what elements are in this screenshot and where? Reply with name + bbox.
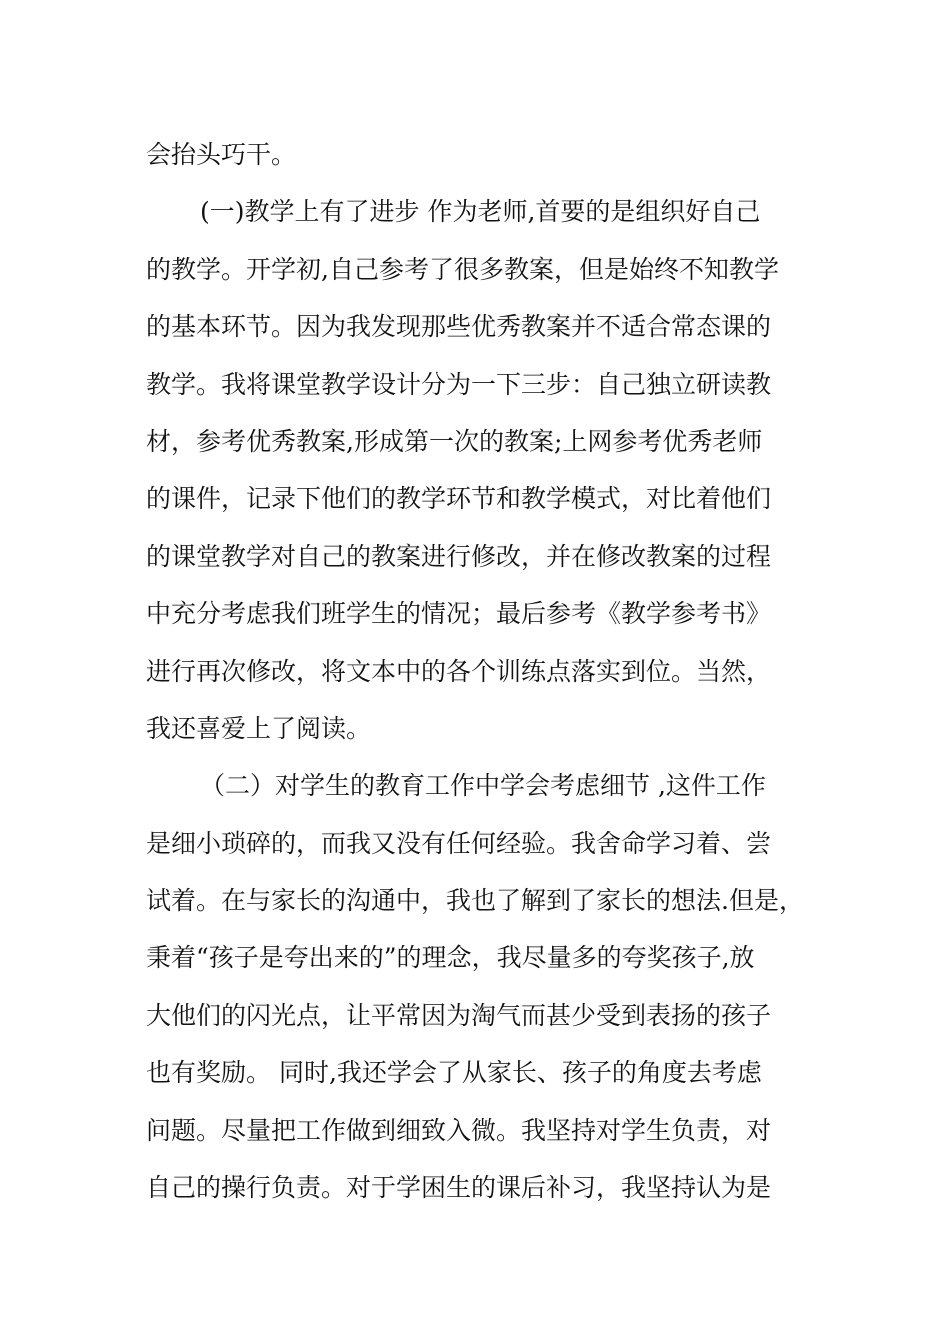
- text-line: 大他们的闪光点，让平常因为淘气而甚少受到表扬的孩子: [146, 1000, 772, 1030]
- text-line: 材，参考优秀教案,形成第一次的教案;上网参考优秀老师: [146, 426, 763, 456]
- text-line: 的课件，记录下他们的教学环节和教学模式，对比着他们: [146, 484, 772, 514]
- text-line: 问题。尽量把工作做到细致入微。我坚持对学生负责，对: [146, 1115, 772, 1145]
- body-text: [146, 126, 811, 1216]
- text-line: 会抬头巧干。: [146, 140, 297, 169]
- text-line: 秉着“孩子是夸出来的”的理念，我尽量多的夸奖孩子,放: [146, 943, 755, 973]
- text-line: 的教学。开学初,自己参考了很多教案，但是始终不知教学: [146, 254, 779, 284]
- text-line: 中充分考虑我们班学生的情况；最后参考《教学参考书》: [146, 599, 772, 629]
- text-line: 我还喜爱上了阅读。: [146, 713, 372, 743]
- paragraph-heading-1: (一)教学上有了进步 作为老师,首要的是组织好自己: [200, 197, 761, 227]
- text-line: 教学。我将课堂教学设计分为一下三步：自己独立研读教: [146, 369, 772, 399]
- text-line: 是细小琐碎的，而我又没有任何经验。我舍命学习着、尝: [146, 828, 772, 858]
- text-line: 也有奖励。 同时,我还学会了从家长、孩子的角度去考虑: [146, 1058, 762, 1088]
- text-line: 试着。在与家长的沟通中，我也了解到了家长的想法.但是，: [146, 886, 804, 916]
- text-line: 自己的操行负责。对于学困生的课后补习，我坚持认为是: [146, 1173, 772, 1203]
- paragraph-heading-2: （二）对学生的教育工作中学会考虑细节 ,这件工作: [200, 771, 766, 801]
- text-line: 的基本环节。因为我发现那些优秀教案并不适合常态课的: [146, 312, 772, 342]
- text-line: 的课堂教学对自己的教案进行修改，并在修改教案的过程: [146, 541, 772, 571]
- text-line: 进行再次修改，将文本中的各个训练点落实到位。当然，: [146, 656, 772, 686]
